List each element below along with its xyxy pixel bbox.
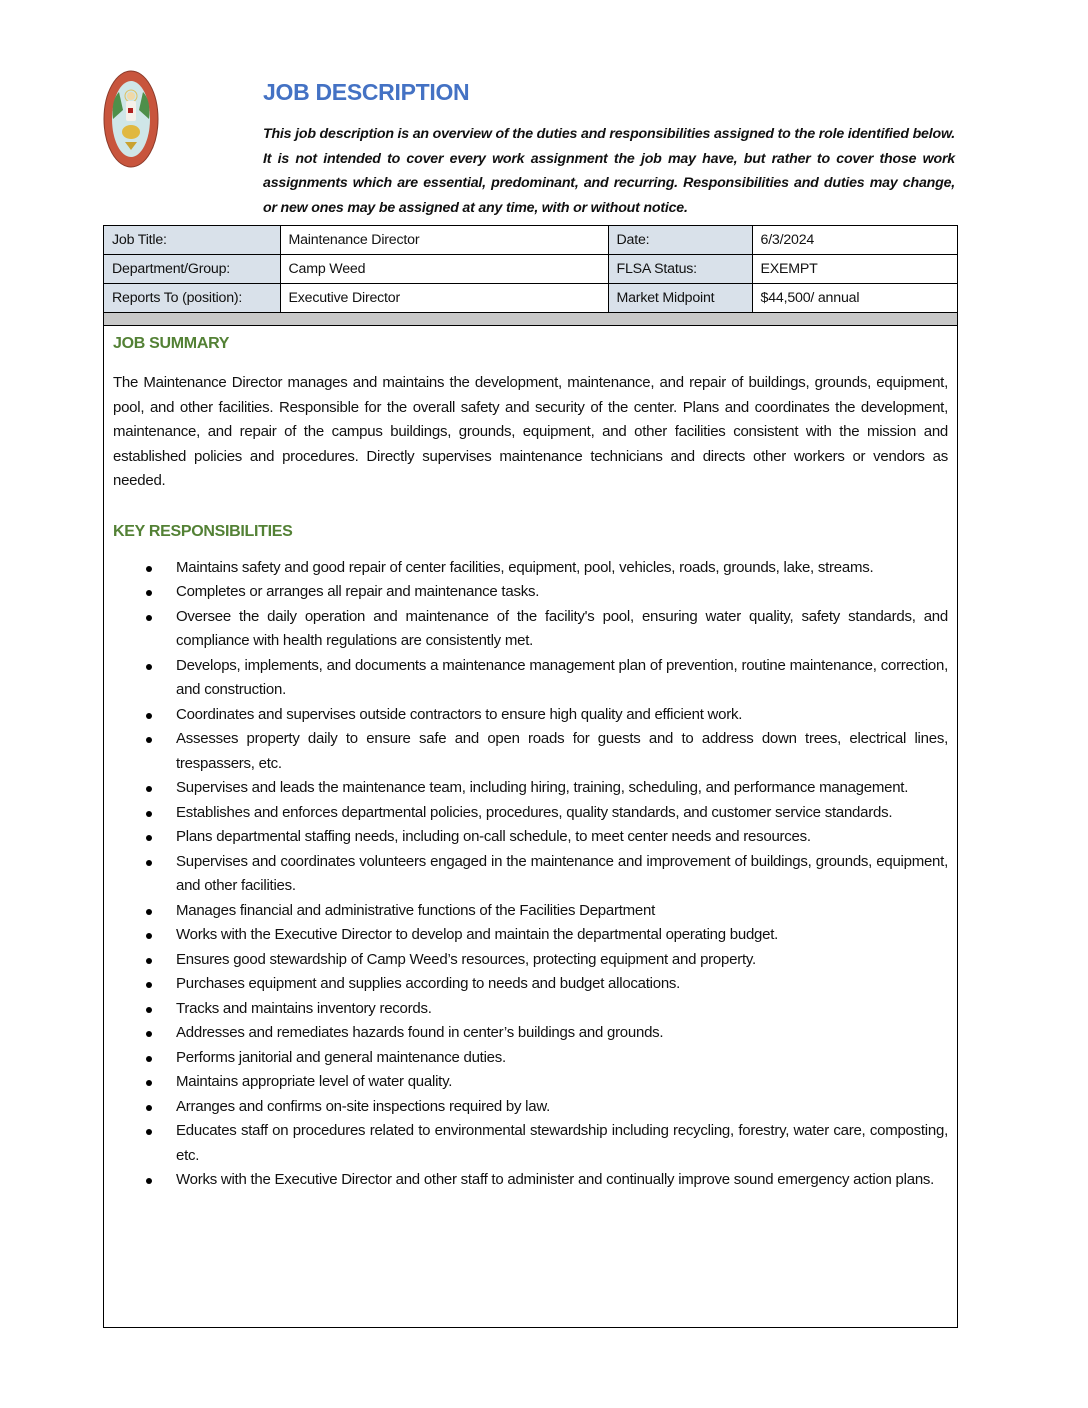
responsibility-text: Establishes and enforces departmental policies, procedures, quality standards, and customer service standards. — [176, 803, 893, 821]
responsibility-text: Coordinates and supervises outside contractors to ensure high quality and efficient work. — [176, 705, 743, 723]
responsibility-item — [113, 1119, 948, 1168]
bullet-icon — [146, 713, 152, 719]
responsibility-text: Addresses and remediates hazards found in center’s buildings and grounds. — [176, 1024, 664, 1041]
responsibility-text: Plans departmental staffing needs, including on-call schedule, to meet center needs and resources. — [176, 828, 811, 845]
responsibility-text: Tracks and maintains inventory records. — [176, 999, 432, 1017]
responsibility-item — [113, 605, 948, 654]
responsibility-item — [113, 899, 948, 924]
job-info-table — [104, 226, 957, 313]
responsibility-text: Maintains appropriate level of water quality. — [176, 1073, 453, 1090]
responsibility-item — [113, 727, 948, 776]
diocese-seal-logo — [103, 70, 159, 168]
responsibility-item — [113, 580, 948, 605]
bullet-icon — [146, 615, 152, 621]
responsibility-text: Arranges and confirms on-site inspections required by law. — [176, 1097, 551, 1115]
info-row — [104, 226, 957, 255]
bullet-icon — [146, 566, 152, 572]
department-label: Department/Group: — [104, 255, 280, 284]
responsibility-item — [113, 997, 948, 1022]
responsibility-text: Purchases equipment and supplies according to needs and budget allocations. — [176, 975, 681, 992]
responsibility-item — [113, 801, 948, 826]
flsa-status-value: EXEMPT — [752, 255, 957, 284]
responsibility-text: Develops, implements, and documents a maintenance management plan of prevention, routine maintenance, correction, and construction. — [176, 656, 948, 698]
date-label: Date: — [608, 226, 752, 255]
seal-icon — [103, 70, 159, 168]
responsibility-item — [113, 776, 948, 801]
responsibility-text: Manages financial and administrative functions of the Facilities Department — [176, 901, 656, 919]
responsibility-text: Works with the Executive Director to develop and maintain the departmental operating budget. — [176, 926, 779, 943]
responsibility-item — [113, 703, 948, 728]
bullet-icon — [146, 958, 152, 964]
bullet-icon — [146, 1007, 152, 1013]
document-title: JOB DESCRIPTION — [263, 79, 470, 105]
bullet-icon — [146, 737, 152, 743]
flsa-status-label: FLSA Status: — [608, 255, 752, 284]
job-summary-section — [104, 333, 957, 1193]
responsibility-item — [113, 1095, 948, 1120]
bullet-icon — [146, 1129, 152, 1135]
bullet-icon — [146, 811, 152, 817]
job-title-label: Job Title: — [104, 226, 280, 255]
bullet-icon — [146, 860, 152, 866]
responsibility-item — [113, 1021, 948, 1046]
bullet-icon — [146, 1056, 152, 1062]
job-description-frame — [103, 225, 958, 1328]
job-summary-text: The Maintenance Director manages and maintains the development, maintenance, and repair of buildings, grounds, equipment, pool, and other facilities. Responsible for the overall safety and security of the center. Plans and coordinates the development, maintenance, and repair of the campus buildings, grounds, equipment, and other facilities consistent with the mission and established policies and procedures. Directly supervises maintenance technicians and directs other workers or vendors as needed. — [113, 374, 948, 489]
intro-paragraph: This job description is an overview of the duties and responsibilities assigned to the role identified below. It is not intended to cover every work assignment the job may have, but rather to cover those work assignments which are essential, predominant, and recurring. Responsibilities and duties may change, or new ones may be assigned at any time, with or without notice. — [263, 126, 955, 216]
responsibilities-list — [113, 556, 948, 1193]
document-header — [263, 78, 955, 220]
responsibility-text: Assesses property daily to ensure safe and open roads for guests and to address down trees, electrical lines, trespassers, etc. — [176, 730, 948, 772]
info-row — [104, 255, 957, 284]
responsibility-item — [113, 825, 948, 850]
responsibility-text: Supervises and coordinates volunteers engaged in the maintenance and improvement of buildings, grounds, equipment, and other facilities. — [176, 852, 948, 894]
bullet-icon — [146, 590, 152, 596]
key-responsibilities-heading: KEY RESPONSIBILITIES — [113, 522, 293, 540]
info-row — [104, 284, 957, 313]
bullet-icon — [146, 1031, 152, 1037]
reports-to-value: Executive Director — [280, 284, 608, 313]
market-midpoint-value: $44,500/ annual — [752, 284, 957, 313]
responsibility-item — [113, 556, 948, 581]
responsibility-text: Educates staff on procedures related to environmental stewardship including recycling, forestry, water care, composting, etc. — [176, 1122, 948, 1164]
responsibility-text: Oversee the daily operation and maintenance of the facility's pool, ensuring water quality, safety standards, and compliance with health regulations are consistently met. — [176, 607, 948, 649]
bullet-icon — [146, 1178, 152, 1184]
responsibility-item — [113, 1070, 948, 1095]
bullet-icon — [146, 1080, 152, 1086]
responsibility-item — [113, 923, 948, 948]
responsibility-text: Works with the Executive Director and other staff to administer and continually improve sound emergency action plans. — [176, 1171, 935, 1188]
section-divider — [104, 313, 957, 326]
bullet-icon — [146, 664, 152, 670]
bullet-icon — [146, 909, 152, 915]
responsibility-item — [113, 850, 948, 899]
job-title-value: Maintenance Director — [280, 226, 608, 255]
responsibility-text: Completes or arranges all repair and maintenance tasks. — [176, 583, 540, 600]
responsibility-item — [113, 1168, 948, 1193]
bullet-icon — [146, 1105, 152, 1111]
responsibility-item — [113, 948, 948, 973]
responsibility-text: Ensures good stewardship of Camp Weed’s resources, protecting equipment and property. — [176, 950, 756, 968]
bullet-icon — [146, 786, 152, 792]
responsibility-text: Supervises and leads the maintenance team, including hiring, training, scheduling, and performance management. — [176, 779, 909, 796]
bullet-icon — [146, 835, 152, 841]
responsibility-item — [113, 1046, 948, 1071]
market-midpoint-label: Market Midpoint — [608, 284, 752, 313]
responsibility-item — [113, 972, 948, 997]
responsibility-text: Performs janitorial and general maintenance duties. — [176, 1048, 506, 1066]
job-summary-heading: JOB SUMMARY — [113, 335, 230, 352]
responsibility-text: Maintains safety and good repair of center facilities, equipment, pool, vehicles, roads, grounds, lake, streams. — [176, 558, 874, 576]
responsibility-item — [113, 654, 948, 703]
bullet-icon — [146, 982, 152, 988]
department-value: Camp Weed — [280, 255, 608, 284]
bullet-icon — [146, 933, 152, 939]
reports-to-label: Reports To (position): — [104, 284, 280, 313]
date-value: 6/3/2024 — [752, 226, 957, 255]
